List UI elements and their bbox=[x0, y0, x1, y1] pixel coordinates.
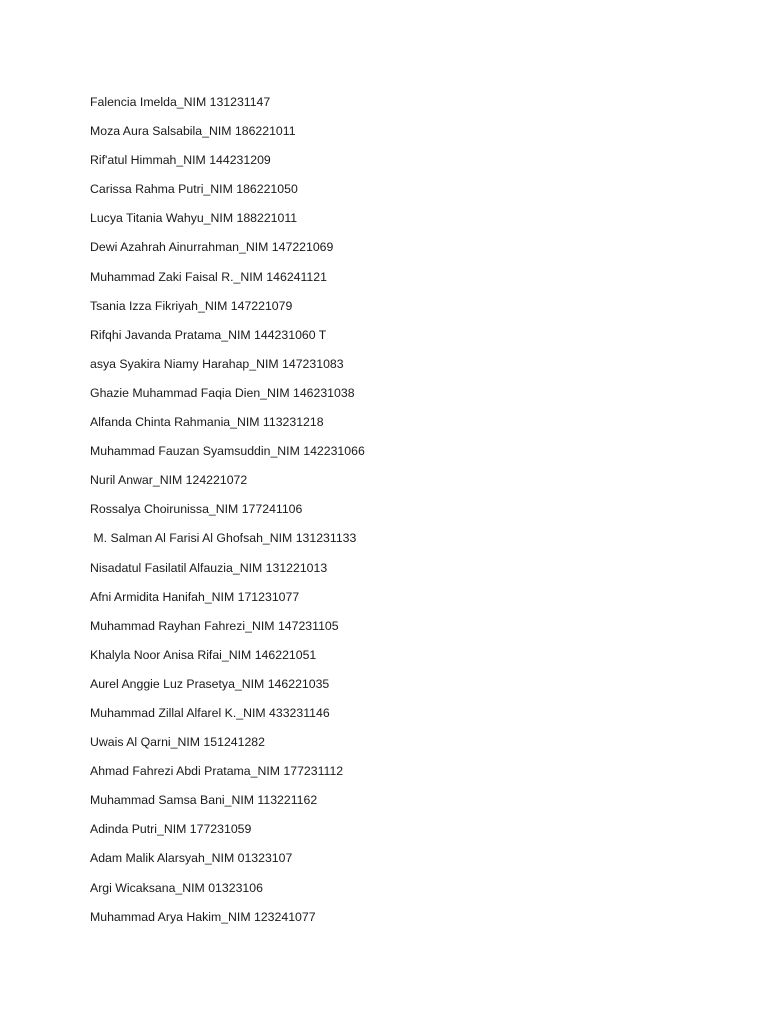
list-item: Muhammad Zaki Faisal R._NIM 146241121 bbox=[90, 269, 327, 284]
list-item: Adam Malik Alarsyah_NIM 01323107 bbox=[90, 851, 293, 866]
list-item: M. Salman Al Farisi Al Ghofsah_NIM 131231133 bbox=[90, 531, 357, 546]
list-item: Adinda Putri_NIM 177231059 bbox=[90, 822, 252, 837]
list-item: Alfanda Chinta Rahmania_NIM 113231218 bbox=[90, 415, 324, 430]
list-item: Uwais Al Qarni_NIM 151241282 bbox=[90, 735, 265, 750]
list-item: Rifqhi Javanda Pratama_NIM 144231060 T bbox=[90, 327, 327, 342]
list-item: asya Syakira Niamy Harahap_NIM 147231083 bbox=[90, 356, 344, 371]
list-item: Muhammad Rayhan Fahrezi_NIM 147231105 bbox=[90, 618, 339, 633]
list-item: Dewi Azahrah Ainurrahman_NIM 147221069 bbox=[90, 240, 334, 255]
list-item: Afni Armidita Hanifah_NIM 171231077 bbox=[90, 589, 300, 604]
list-item: Khalyla Noor Anisa Rifai_NIM 146221051 bbox=[90, 647, 317, 662]
list-item: Rif'atul Himmah_NIM 144231209 bbox=[90, 153, 271, 168]
list-item: Muhammad Zillal Alfarel K._NIM 433231146 bbox=[90, 705, 330, 720]
student-name-list bbox=[90, 93, 365, 937]
list-item: Muhammad Fauzan Syamsuddin_NIM 142231066 bbox=[90, 444, 365, 459]
list-item: Tsania Izza Fikriyah_NIM 147221079 bbox=[90, 298, 293, 313]
list-item: Moza Aura Salsabila_NIM 186221011 bbox=[90, 124, 296, 139]
list-item: Rossalya Choirunissa_NIM 177241106 bbox=[90, 502, 303, 517]
list-item: Lucya Titania Wahyu_NIM 188221011 bbox=[90, 211, 298, 226]
list-item: Nisadatul Fasilatil Alfauzia_NIM 131221013 bbox=[90, 560, 328, 575]
list-item: Ahmad Fahrezi Abdi Pratama_NIM 177231112 bbox=[90, 764, 344, 779]
list-item: Aurel Anggie Luz Prasetya_NIM 146221035 bbox=[90, 676, 330, 691]
list-item: Muhammad Arya Hakim_NIM 123241077 bbox=[90, 909, 316, 924]
list-item: Carissa Rahma Putri_NIM 186221050 bbox=[90, 182, 298, 197]
list-item: Argi Wicaksana_NIM 01323106 bbox=[90, 880, 263, 895]
list-item: Ghazie Muhammad Faqia Dien_NIM 146231038 bbox=[90, 385, 355, 400]
list-item: Falencia Imelda_NIM 131231147 bbox=[90, 95, 271, 109]
list-item: Nuril Anwar_NIM 124221072 bbox=[90, 473, 248, 488]
list-item: Muhammad Samsa Bani_NIM 113221162 bbox=[90, 793, 318, 808]
